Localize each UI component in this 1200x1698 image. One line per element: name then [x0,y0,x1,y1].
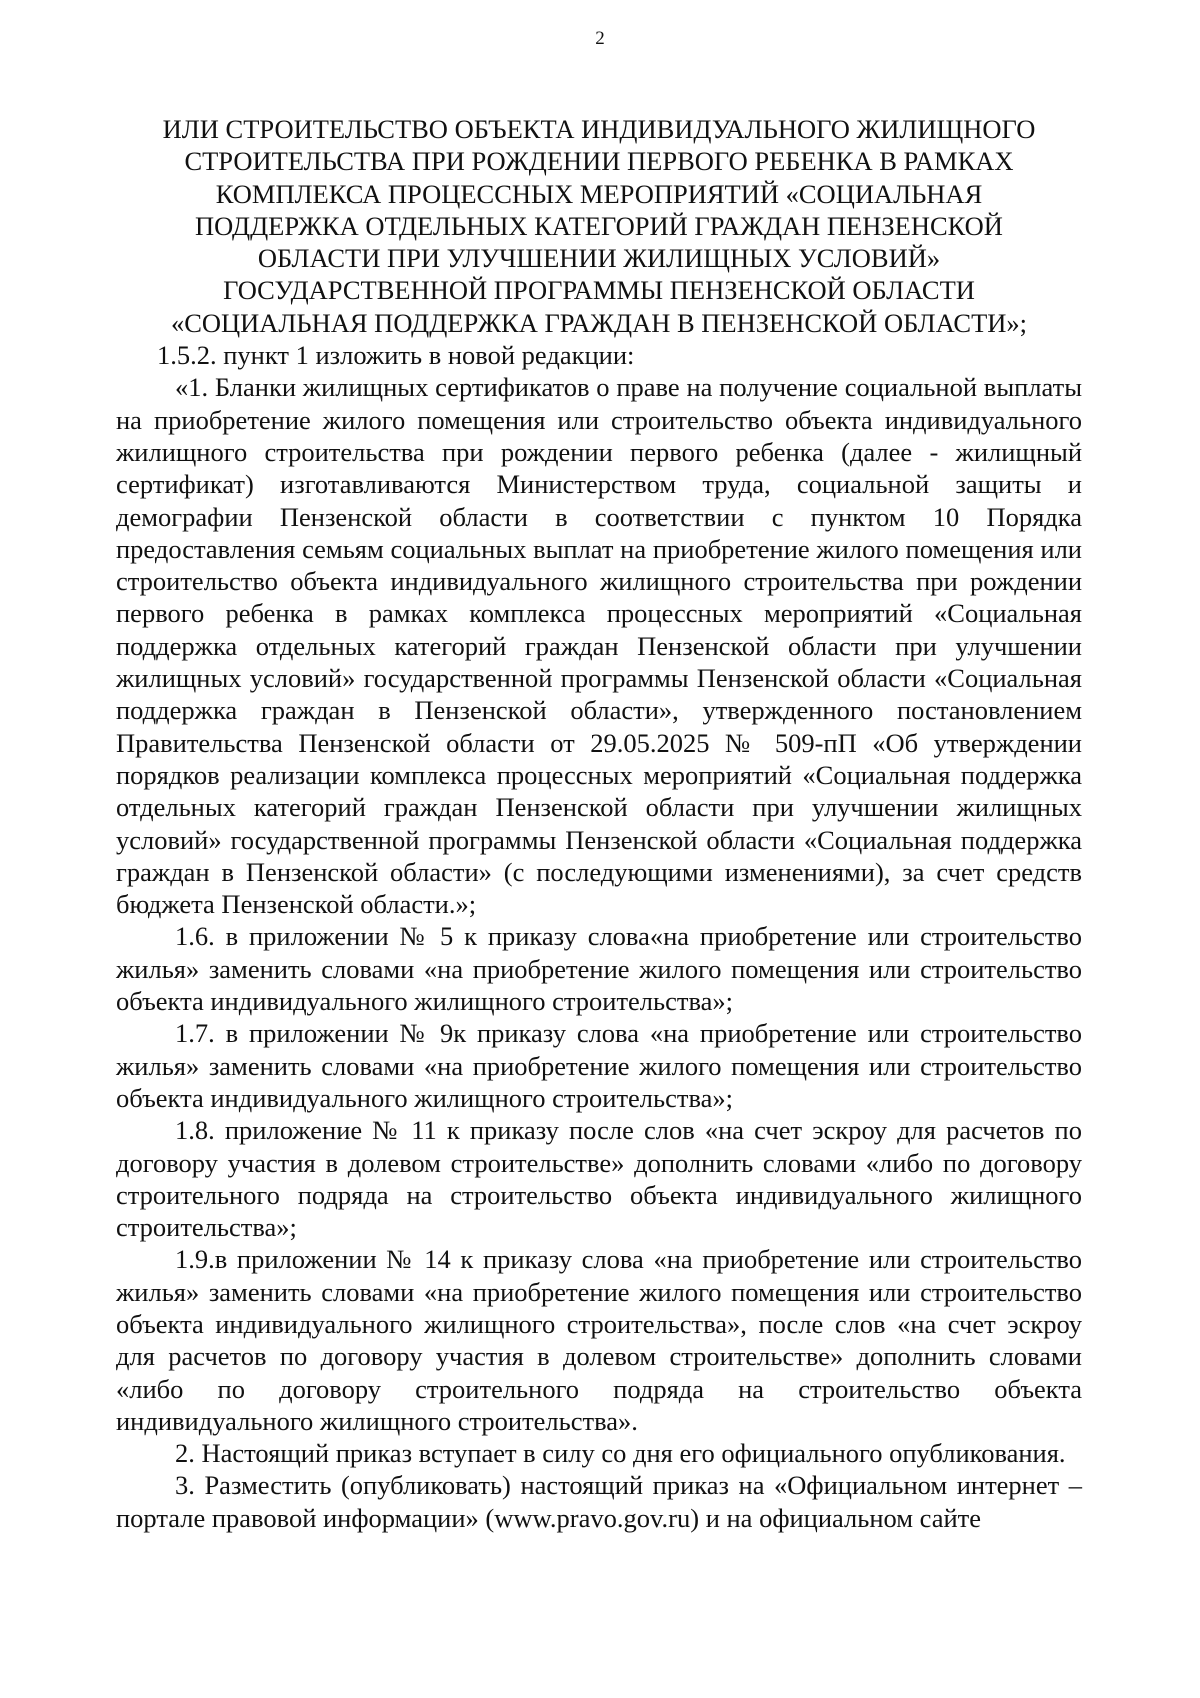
document-body [116,113,1082,1534]
paragraph-1-9: 1.9.в приложении № 14 к приказу слова «на приобретение или строительство жилья» заменить словами «на приобретение жилого помещения или строительство объекта индивидуального жилищного строительства», после слов «на счет эскроу для расчетов по договору участия в долевом строительстве» дополнить словами «либо по договору строительного подряда на строительство объекта индивидуального жилищного строительства». [116,1244,1082,1436]
heading-line: СТРОИТЕЛЬСТВА ПРИ РОЖДЕНИИ ПЕРВОГО РЕБЕНКА В РАМКАХ [184,146,1014,177]
paragraph-2: 2. Настоящий приказ вступает в силу со дня его официального опубликования. [175,1438,1066,1469]
paragraph-3: 3. Разместить (опубликовать) настоящий приказ на «Официальном интернет – портале правовой информации» (www.pravo.gov.ru) и на официальном сайте [116,1470,1082,1533]
paragraph-1-6: 1.6. в приложении № 5 к приказу слова«на приобретение или строительство жилья» заменить словами «на приобретение жилого помещения или строительство объекта индивидуального жилищного строительства»; [116,921,1082,1017]
heading-line: ПОДДЕРЖКА ОТДЕЛЬНЫХ КАТЕГОРИЙ ГРАЖДАН ПЕНЗЕНСКОЙ [195,210,1003,241]
document-heading [116,113,1082,339]
heading-line: ГОСУДАРСТВЕННОЙ ПРОГРАММЫ ПЕНЗЕНСКОЙ ОБЛАСТИ [223,275,975,306]
paragraph-quoted-item-1: «1. Бланки жилищных сертификатов о праве на получение социальной выплаты на приобретение жилого помещения или строительство объекта индивидуального жилищного строительства при рождении первого ребенка (далее - жилищный сертификат) изготавливаются Министерством труда, социальной защиты и демографии Пензенской области в соответствии с пунктом 10 Порядка предоставления семьям социальных выплат на приобретение жилого помещения или строительство объекта индивидуального жилищного строительства при рождении первого ребенка в рамках комплекса процессных мероприятий «Социальная поддержка отдельных категорий граждан Пензенской области при улучшении жилищных условий» государственной программы Пензенской области «Социальная поддержка граждан в Пензенской области», утвержденного постановлением Правительства Пензенской области от 29.05.2025 № 509-пП «Об утверждении порядков реализации комплекса процессных мероприятий «Социальная поддержка отдельных категорий граждан Пензенской области при улучшении жилищных условий» государственной программы Пензенской области «Социальная поддержка граждан в Пензенской области» (с последующими изменениями), за счет средств бюджета Пензенской области.»; [116,372,1082,920]
page-number: 2 [595,28,605,49]
heading-line: «СОЦИАЛЬНАЯ ПОДДЕРЖКА ГРАЖДАН В ПЕНЗЕНСКОЙ ОБЛАСТИ»; [170,307,1028,338]
paragraph-1-8: 1.8. приложение № 11 к приказу после слов «на счет эскроу для расчетов по договору участия в долевом строительстве» дополнить словами «либо по договору строительного подряда на строительство объекта индивидуального жилищного строительства»; [116,1115,1082,1243]
heading-line: ОБЛАСТИ ПРИ УЛУЧШЕНИИ ЖИЛИЩНЫХ УСЛОВИЙ» [257,243,941,274]
paragraph-1-7: 1.7. в приложении № 9к приказу слова «на приобретение или строительство жилья» заменить словами «на приобретение жилого помещения или строительство объекта индивидуального жилищного строительства»; [116,1018,1082,1113]
heading-line: ИЛИ СТРОИТЕЛЬСТВО ОБЪЕКТА ИНДИВИДУАЛЬНОГО ЖИЛИЩНОГО [162,114,1036,144]
paragraph-1-5-2: 1.5.2. пункт 1 изложить в новой редакции: [157,340,635,371]
heading-line: КОМПЛЕКСА ПРОЦЕССНЫХ МЕРОПРИЯТИЙ «СОЦИАЛЬНАЯ [215,178,983,209]
